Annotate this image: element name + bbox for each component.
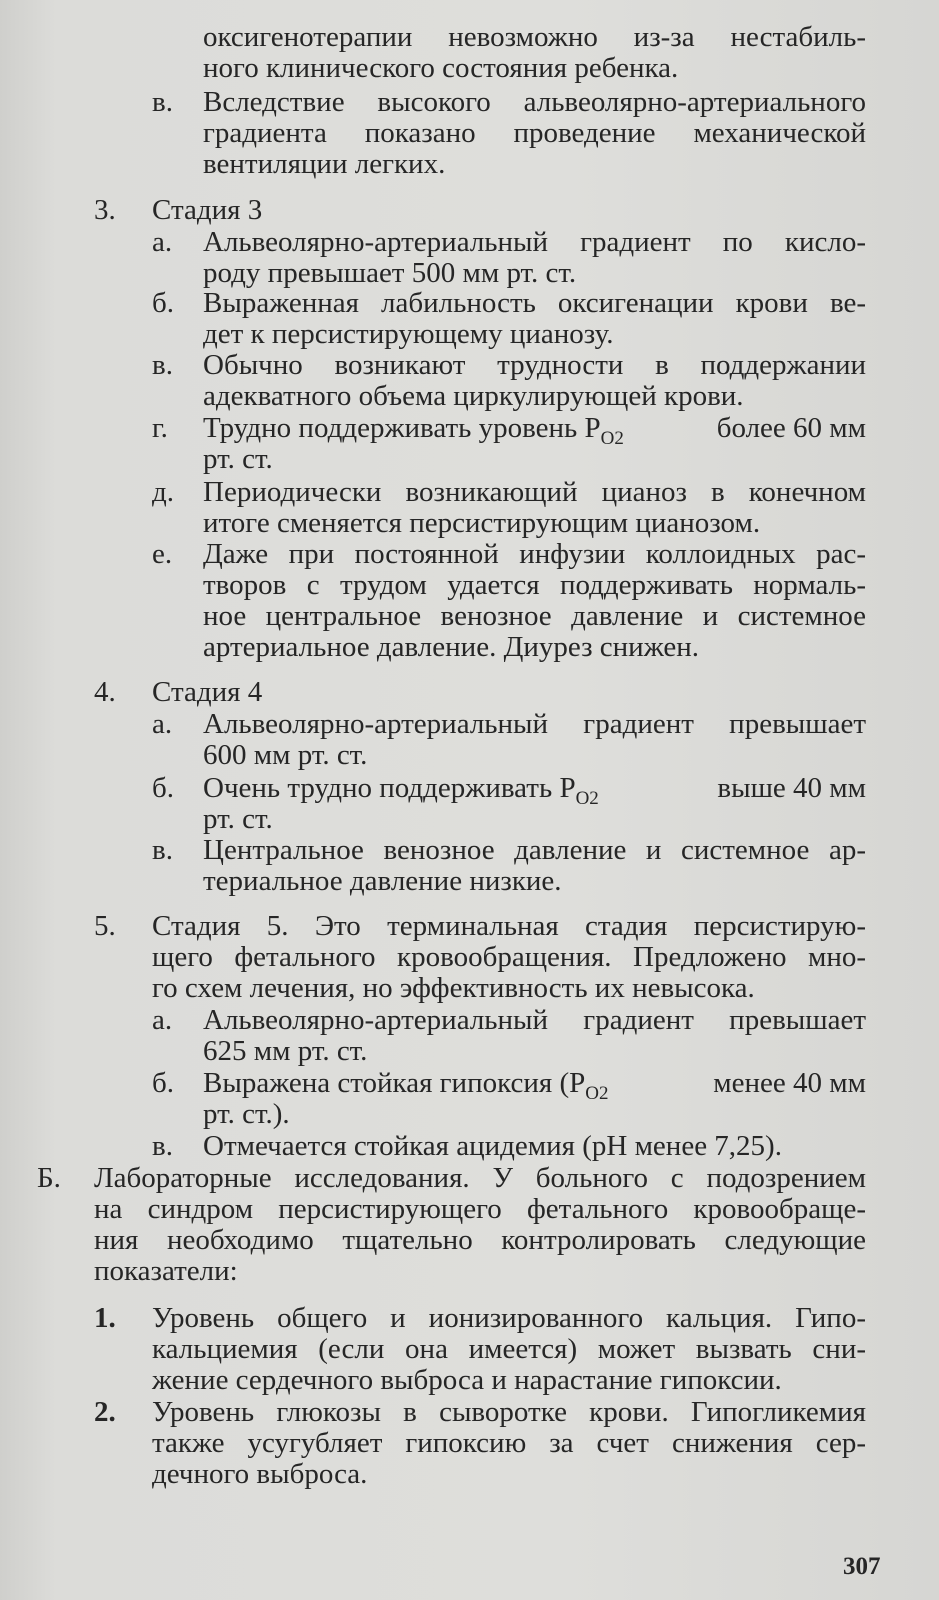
stage-heading: Стадия 3 [152,194,263,226]
text-line: териальное давление низкие. [203,865,562,897]
text-line: Альвеолярно-артериальный градиент превышает [203,708,866,740]
text-line: Даже при постоянной инфузии коллоидных рас- [203,538,866,570]
item-marker: б. [152,1067,175,1099]
stage-number: 5. [94,910,116,942]
subscript: O2 [585,1083,609,1104]
text-line: жение сердечного выброса и нарастание гипоксии. [152,1364,782,1396]
text-line: Центральное венозное давление и системное ар- [203,834,866,866]
text-line: го схем лечения, но эффективность их невысока. [152,972,755,1004]
text-line: оксигенотерапии невозможно из-за нестабиль- [203,21,866,53]
text-line: творов с трудом удается поддерживать нормаль- [203,569,866,601]
text-line: вентиляции легких. [203,148,446,180]
text-line: на синдром персистирующего фетального кровообраще- [94,1193,866,1225]
text-line: рт. ст. [203,443,273,475]
page-number: 307 [843,1553,881,1580]
text-line: дет к персистирующему цианозу. [203,318,614,350]
subscript: O2 [575,788,599,809]
text-line: Уровень глюкозы в сыворотке крови. Гипогликемия [152,1396,866,1428]
item-marker: а. [152,226,173,258]
text-line: дечного выброса. [152,1458,368,1490]
text-line: адекватного объема циркулирующей крови. [203,380,744,412]
text-line: Трудно поддерживать уровень $P_{O2}$ более 60 мм [203,412,866,449]
stage-number: 3. [94,194,116,226]
text-line: артериальное давление. Диурез снижен. [203,631,700,663]
text-line: Выражена стойкая гипоксия ($P_{O2}$ менее 40 мм [203,1067,866,1104]
text-line: рт. ст.). [203,1098,290,1130]
text-line: ного клинического состояния ребенка. [203,52,679,84]
text-line: роду превышает 500 мм рт. ст. [203,257,577,289]
item-marker: б. [152,772,175,804]
item-marker: г. [152,412,168,444]
item-marker: а. [152,1004,173,1036]
text-line: кальциемия (если она имеется) может вызвать сни- [152,1333,866,1365]
text-line: ния необходимо тщательно контролировать следующие [94,1224,866,1256]
item-number: 2. [94,1396,116,1428]
section-marker: Б. [37,1162,61,1194]
text-line: Уровень общего и ионизированного кальция. Гипо- [152,1302,866,1334]
item-marker: б. [152,287,175,319]
text-line: Вследствие высокого альвеолярно-артериального [203,86,866,118]
text-line: Лабораторные исследования. У больного с подозрением [94,1162,866,1194]
text-line: показатели: [94,1255,238,1287]
text-line: Альвеолярно-артериальный градиент превышает [203,1004,866,1036]
item-marker: д. [152,476,175,508]
text-line: Стадия 5. Это терминальная стадия персистирую- [152,910,866,942]
item-marker: а. [152,708,173,740]
text-line: Выраженная лабильность оксигенации крови ве- [203,287,866,319]
text-line: Альвеолярно-артериальный градиент по кисло- [203,226,866,258]
stage-number: 4. [94,676,116,708]
text-line: 625 мм рт. ст. [203,1035,368,1067]
text-line: ное центральное венозное давление и системное [203,600,866,632]
text-line: Очень трудно поддерживать $P_{O2}$ выше 40 мм [203,772,866,809]
text-line: 600 мм рт. ст. [203,739,368,771]
text-line: итоге сменяется персистирующим цианозом. [203,507,761,539]
item-marker: в. [152,349,173,381]
item-marker: в. [152,86,173,118]
text-line: рт. ст. [203,803,273,835]
item-marker: в. [152,834,173,866]
text-line: щего фетального кровообращения. Предложено мно- [152,941,866,973]
text-line: также усугубляет гипоксию за счет снижения сер- [152,1427,866,1459]
stage-heading: Стадия 4 [152,676,263,708]
text-line: Отмечается стойкая ацидемия (pH менее 7,25). [203,1130,782,1162]
item-marker: е. [152,538,173,570]
item-number: 1. [94,1302,116,1334]
item-marker: в. [152,1130,173,1162]
text-line: градиента показано проведение механической [203,117,866,149]
text-line: Обычно возникают трудности в поддержании [203,349,866,381]
text-line: Периодически возникающий цианоз в конечном [203,476,866,508]
subscript: O2 [600,428,624,449]
